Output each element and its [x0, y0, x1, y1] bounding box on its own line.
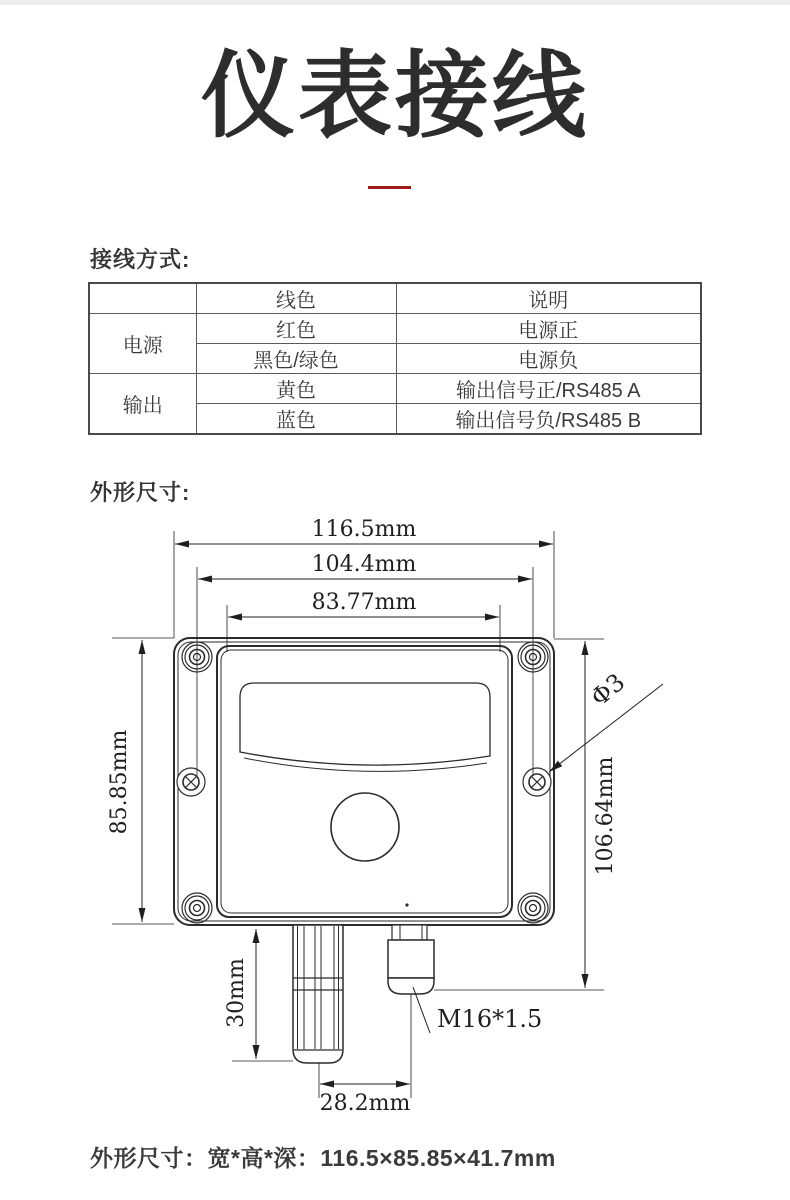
device-outline — [174, 638, 554, 925]
dimensions-section-heading: 外形尺寸: — [90, 480, 191, 505]
group-cell-power: 电源 — [89, 314, 196, 374]
dim-probe-gland-spacing — [319, 1063, 410, 1116]
cell-wire-color: 红色 — [196, 314, 396, 344]
side-mount-holes — [177, 768, 551, 796]
table-row — [89, 314, 701, 344]
header-cell-description: 说明 — [396, 283, 701, 314]
dim-gland-thread — [413, 987, 542, 1033]
title-accent-underline — [368, 186, 411, 189]
wiring-table — [88, 282, 702, 435]
cable-gland — [388, 925, 434, 1098]
dimensions-note-label: 外形尺寸：宽*高*深： — [90, 1145, 321, 1171]
cell-description: 输出信号正/RS485 A — [396, 374, 701, 404]
dim-label-probe-gland-spacing: 28.2mm — [319, 1091, 411, 1116]
sensor-probe — [293, 925, 343, 1063]
cell-description: 电源正 — [396, 314, 701, 344]
group-cell-output: 输出 — [89, 374, 196, 435]
dim-label-inner-width: 83.77mm — [311, 590, 417, 615]
dim-outer-width — [174, 517, 554, 638]
screw-hole-bottom-right — [518, 893, 548, 923]
dimension-annotations — [107, 517, 663, 1116]
dim-mount-hole-diameter — [549, 668, 663, 772]
cell-description: 电源负 — [396, 344, 701, 374]
dim-label-outer-width: 116.5mm — [311, 517, 417, 542]
dim-label-gland-thread: M16*1.5 — [437, 1005, 543, 1033]
cell-wire-color: 黑色/绿色 — [196, 344, 396, 374]
cell-description: 输出信号负/RS485 B — [396, 404, 701, 435]
dim-probe-length — [224, 929, 293, 1061]
dim-label-body-height: 85.85mm — [107, 729, 132, 835]
screw-hole-bottom-left — [182, 893, 212, 923]
dim-label-hole-spacing: 104.4mm — [311, 552, 417, 577]
dim-label-overall-height: 106.64mm — [593, 756, 618, 876]
dim-hole-spacing-width — [197, 552, 533, 776]
front-circle-opening — [331, 793, 399, 861]
display-window — [240, 683, 490, 771]
cell-wire-color: 蓝色 — [196, 404, 396, 435]
corner-screw-holes — [182, 642, 548, 923]
dim-body-height — [107, 638, 174, 924]
mount-hole-right — [523, 768, 551, 796]
top-gray-bar — [0, 0, 790, 5]
dim-inner-width — [227, 590, 500, 652]
header-cell-empty — [89, 283, 196, 314]
mold-dot — [405, 903, 408, 906]
wiring-section-heading: 接线方式: — [90, 247, 191, 272]
dimension-drawing — [0, 500, 790, 1140]
page-title: 仪表接线 — [200, 43, 589, 148]
header-cell-wire-color: 线色 — [196, 283, 396, 314]
table-row — [89, 374, 701, 404]
cell-wire-color: 黄色 — [196, 374, 396, 404]
dimensions-note-value: 116.5×85.85×41.7mm — [320, 1145, 556, 1171]
table-header-row — [89, 283, 701, 314]
overall-dimensions-note — [90, 1140, 556, 1173]
dim-label-probe-length: 30mm — [224, 958, 249, 1028]
dim-label-hole-diameter: Φ3 — [585, 667, 631, 712]
mount-hole-left — [177, 768, 205, 796]
